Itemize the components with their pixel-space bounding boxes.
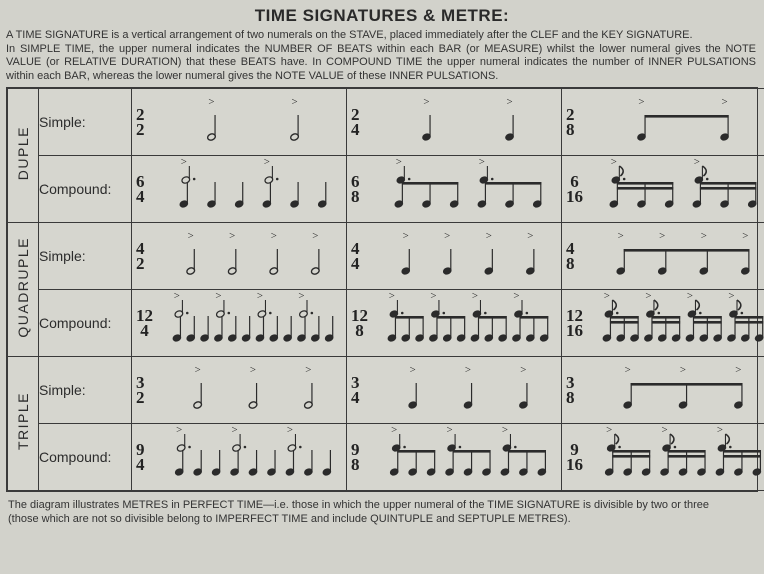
svg-text:>: > (409, 363, 416, 377)
svg-text:>: > (256, 290, 264, 303)
notation-graphic (166, 223, 342, 289)
time-signature-upper-numeral: 3 (566, 373, 575, 392)
notation-graphic (166, 290, 342, 356)
time-signature-upper-numeral: 9 (136, 440, 145, 459)
svg-text:>: > (501, 424, 508, 437)
metre-type-label: Simple: (39, 223, 132, 290)
time-signature (136, 308, 153, 338)
svg-text:>: > (286, 424, 293, 437)
svg-text:>: > (716, 424, 723, 437)
time-signature-cell (132, 223, 347, 290)
table-row (8, 357, 764, 424)
svg-text:>: > (645, 290, 652, 303)
svg-text:>: > (391, 424, 398, 437)
time-signature-cell (347, 156, 562, 223)
time-signature-upper-numeral: 12 (136, 306, 153, 325)
metre-group-label (8, 89, 39, 223)
time-signature-cell (347, 424, 562, 491)
time-signature-cell (562, 223, 764, 290)
svg-text:>: > (478, 156, 485, 169)
time-signature (566, 375, 575, 405)
time-signature-lower-numeral: 2 (136, 120, 145, 139)
time-signature-lower-numeral: 4 (351, 120, 360, 139)
time-signature (351, 308, 368, 338)
svg-text:>: > (520, 363, 527, 377)
metre-type-label: Simple: (39, 89, 132, 156)
time-signature-upper-numeral: 2 (566, 105, 575, 124)
svg-text:>: > (430, 290, 437, 303)
time-signature (136, 174, 145, 204)
notation-graphic (381, 357, 557, 423)
metre-type-label: Compound: (39, 156, 132, 223)
time-signature-lower-numeral: 4 (136, 187, 145, 206)
metre-group-name: TRIPLE (15, 391, 31, 450)
notation-graphic (596, 424, 764, 490)
time-signature (566, 241, 575, 271)
time-signature-upper-numeral: 9 (351, 440, 360, 459)
svg-text:>: > (735, 363, 742, 377)
time-signature-lower-numeral: 16 (566, 187, 583, 206)
time-signature (351, 442, 360, 472)
svg-text:>: > (638, 95, 645, 109)
intro-line-1: A TIME SIGNATURE is a vertical arrangement of two numerals on the STAVE, placed immediately after the CLEF and the KEY SIGNATURE. (6, 29, 693, 41)
notation-graphic (381, 156, 557, 222)
time-signature (351, 241, 360, 271)
metre-group-name: QUADRUPLE (15, 236, 31, 338)
svg-text:>: > (291, 95, 298, 109)
table-row (8, 424, 764, 491)
svg-text:>: > (471, 290, 479, 303)
bar-notation (381, 156, 557, 222)
time-signature-cell (132, 156, 347, 223)
bar-notation (166, 290, 342, 356)
svg-text:>: > (173, 290, 180, 303)
svg-text:>: > (446, 424, 453, 437)
svg-text:>: > (686, 290, 694, 303)
time-signature-cell (562, 357, 764, 424)
svg-text:>: > (444, 229, 451, 243)
svg-text:>: > (270, 229, 277, 243)
time-signature-upper-numeral: 12 (566, 306, 583, 325)
svg-text:>: > (423, 95, 430, 109)
bar-notation (596, 290, 764, 356)
bar-notation (166, 424, 342, 490)
bar-notation (596, 357, 764, 423)
svg-text:>: > (485, 229, 492, 243)
svg-text:>: > (661, 424, 668, 437)
metre-type-label: Simple: (39, 357, 132, 424)
time-signature-cell (562, 89, 764, 156)
time-signature-lower-numeral: 8 (355, 321, 364, 340)
time-signature-cell (562, 156, 764, 223)
page-title: TIME SIGNATURES & METRE: (254, 6, 510, 25)
time-signature-lower-numeral: 8 (566, 120, 575, 139)
svg-text:>: > (700, 229, 707, 243)
svg-text:>: > (249, 363, 257, 377)
bar-notation (381, 290, 557, 356)
time-signature-upper-numeral: 6 (570, 172, 579, 191)
svg-text:>: > (464, 363, 472, 377)
metre-table-wrapper (6, 87, 758, 492)
time-signature-upper-numeral: 2 (351, 105, 360, 124)
time-signature (351, 174, 360, 204)
time-signature (136, 442, 145, 472)
svg-text:>: > (527, 229, 534, 243)
time-signature-lower-numeral: 2 (136, 254, 145, 273)
svg-text:>: > (176, 424, 183, 437)
bar-notation (381, 357, 557, 423)
time-signature (136, 241, 145, 271)
time-signature-lower-numeral: 8 (351, 187, 360, 206)
svg-text:>: > (298, 290, 305, 303)
time-signature-upper-numeral: 6 (136, 172, 145, 191)
metre-type-label: Compound: (39, 424, 132, 491)
svg-text:>: > (617, 229, 624, 243)
metre-group-label (8, 357, 39, 491)
bar-notation (166, 89, 342, 155)
time-signature-cell (132, 424, 347, 491)
time-signature-upper-numeral: 12 (351, 306, 368, 325)
svg-text:>: > (208, 95, 215, 109)
svg-text:>: > (187, 229, 194, 243)
bar-notation (596, 424, 764, 490)
time-signature-upper-numeral: 9 (570, 440, 579, 459)
time-signature-cell (347, 290, 562, 357)
notation-graphic (596, 156, 764, 222)
metre-table (7, 88, 764, 491)
time-signature-cell (562, 424, 764, 491)
time-signature-upper-numeral: 4 (351, 239, 360, 258)
table-row (8, 223, 764, 290)
time-signature-upper-numeral: 3 (351, 373, 360, 392)
time-signature-lower-numeral: 4 (351, 254, 360, 273)
time-signature-cell (132, 290, 347, 357)
notation-graphic (381, 290, 557, 356)
svg-text:>: > (693, 156, 700, 169)
bar-notation (596, 223, 764, 289)
metre-group-label (8, 223, 39, 357)
time-signature (136, 375, 145, 405)
svg-text:>: > (742, 229, 749, 243)
svg-text:>: > (506, 95, 513, 109)
notation-graphic (381, 223, 557, 289)
table-row (8, 290, 764, 357)
metre-type-label: Compound: (39, 290, 132, 357)
svg-text:>: > (679, 363, 687, 377)
svg-text:>: > (603, 290, 610, 303)
svg-text:>: > (388, 290, 395, 303)
time-signature-cell (347, 357, 562, 424)
footer-line-1: The diagram illustrates METRES in PERFECT TIME—i.e. those in which the upper numeral of the TIME SIGNATURE is divisible by two or three (8, 499, 709, 511)
svg-text:>: > (395, 156, 402, 169)
time-signature-lower-numeral: 4 (140, 321, 149, 340)
time-signature (351, 375, 360, 405)
table-row (8, 89, 764, 156)
svg-text:>: > (659, 229, 666, 243)
svg-text:>: > (312, 229, 319, 243)
time-signature-upper-numeral: 4 (136, 239, 145, 258)
time-signature-upper-numeral: 4 (566, 239, 575, 258)
time-signature-upper-numeral: 2 (136, 105, 145, 124)
bar-notation (381, 89, 557, 155)
svg-text:>: > (263, 156, 270, 169)
notation-graphic (596, 357, 764, 423)
notation-graphic (381, 424, 557, 490)
notation-graphic (166, 89, 342, 155)
svg-text:>: > (728, 290, 735, 303)
footer-text (0, 492, 764, 526)
time-signature-lower-numeral: 2 (136, 388, 145, 407)
time-signature-lower-numeral: 8 (351, 455, 360, 474)
footer-line-2: (those which are not so divisible belong to IMPERFECT TIME and include QUINTUPLE and SEPTUPLE METRES). (8, 513, 571, 525)
svg-text:>: > (231, 424, 238, 437)
bar-notation (381, 223, 557, 289)
time-signature-cell (132, 357, 347, 424)
notation-graphic (381, 89, 557, 155)
bar-notation (166, 156, 342, 222)
intro-line-2: In SIMPLE TIME, the upper numeral indicates the NUMBER OF BEATS within each BAR (or MEASURE) whilst the lower numeral gives the NOTE VALUE (or RELATIVE DURATION) that these BEATS have. In COMPOUND TIME the upper numeral indicates the number of INNER PULSATIONS within each BAR, whereas the lower numeral gives the NOTE VALUE of these INNER PULSATIONS. (6, 42, 756, 82)
time-signature (566, 174, 583, 204)
notation-graphic (596, 290, 764, 356)
svg-text:>: > (610, 156, 617, 169)
notation-graphic (166, 357, 342, 423)
svg-text:>: > (194, 363, 201, 377)
time-signature-upper-numeral: 6 (351, 172, 360, 191)
time-signature (351, 107, 360, 137)
time-signature-lower-numeral: 4 (351, 388, 360, 407)
notation-graphic (166, 156, 342, 222)
svg-text:>: > (402, 229, 409, 243)
svg-text:>: > (721, 95, 728, 109)
time-signature-cell (347, 223, 562, 290)
time-signature-upper-numeral: 3 (136, 373, 145, 392)
svg-text:>: > (180, 156, 187, 169)
bar-notation (166, 223, 342, 289)
table-row (8, 156, 764, 223)
svg-text:>: > (215, 290, 222, 303)
svg-text:>: > (513, 290, 520, 303)
time-signature (566, 442, 583, 472)
time-signature (136, 107, 145, 137)
svg-text:>: > (606, 424, 613, 437)
time-signature-lower-numeral: 16 (566, 321, 583, 340)
time-signature-cell (132, 89, 347, 156)
bar-notation (166, 357, 342, 423)
intro-text (0, 29, 764, 83)
time-signature-lower-numeral: 16 (566, 455, 583, 474)
metre-group-name: DUPLE (15, 125, 31, 181)
time-signature (566, 308, 583, 338)
bar-notation (596, 89, 764, 155)
svg-text:>: > (624, 363, 631, 377)
notation-graphic (596, 89, 764, 155)
time-signature-lower-numeral: 4 (136, 455, 145, 474)
notation-graphic (596, 223, 764, 289)
time-signature-lower-numeral: 8 (566, 388, 575, 407)
time-signature (566, 107, 575, 137)
svg-text:>: > (229, 229, 236, 243)
svg-text:>: > (305, 363, 312, 377)
time-signature-lower-numeral: 8 (566, 254, 575, 273)
time-signature-cell (562, 290, 764, 357)
notation-graphic (166, 424, 342, 490)
bar-notation (596, 156, 764, 222)
bar-notation (381, 424, 557, 490)
time-signature-cell (347, 89, 562, 156)
